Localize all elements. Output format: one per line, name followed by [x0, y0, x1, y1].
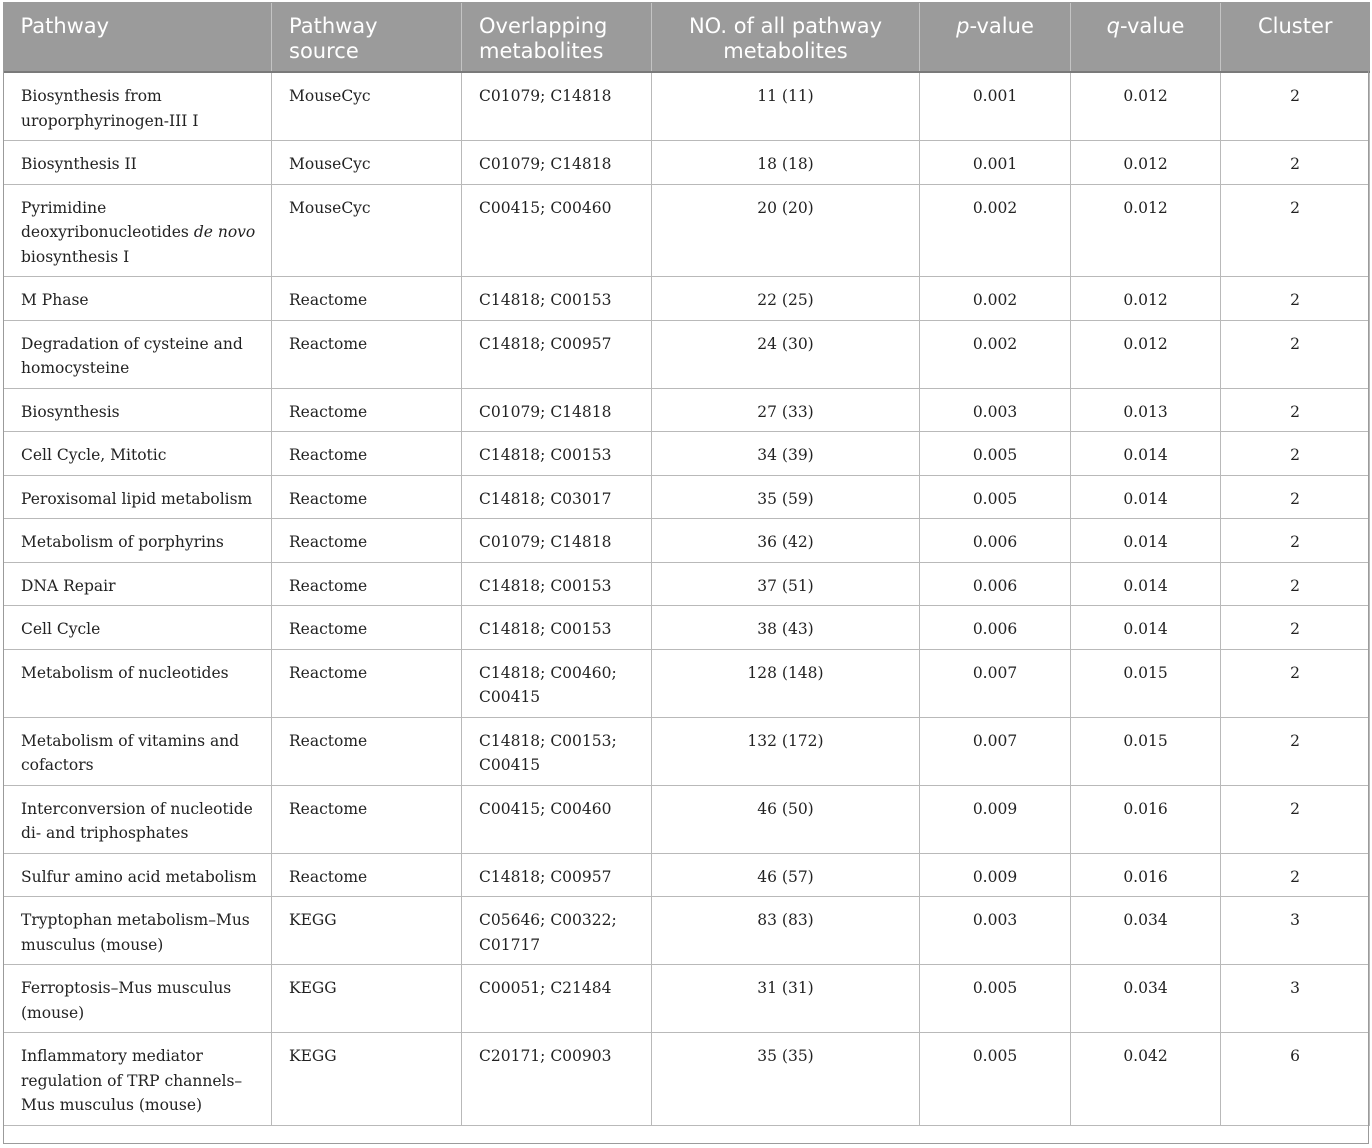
cell-q-value: 0.014 — [1071, 519, 1221, 563]
cell-pathway: Sulfur amino acid metabolism — [4, 853, 272, 897]
cell-cluster: 2 — [1221, 606, 1370, 650]
table-row — [4, 475, 1370, 519]
cell-pathway: Metabolism of vitamins and cofactors — [4, 717, 272, 785]
cell-cluster: 2 — [1221, 72, 1370, 141]
cell-pathway: DNA Repair — [4, 562, 272, 606]
table-row — [4, 562, 1370, 606]
cell-count: 18 (18) — [652, 141, 920, 185]
header-q-suffix: -value — [1119, 14, 1185, 38]
cell-p-value: 0.009 — [920, 785, 1071, 853]
cell-pathway: Biosynthesis II — [4, 141, 272, 185]
table-row — [4, 277, 1370, 321]
cell-pathway: Metabolism of nucleotides — [4, 649, 272, 717]
cell-overlap: C20171; C00903 — [462, 1033, 652, 1126]
cell-q-value: 0.016 — [1071, 785, 1221, 853]
cell-count: 36 (42) — [652, 519, 920, 563]
table-row — [4, 649, 1370, 717]
cell-cluster: 2 — [1221, 141, 1370, 185]
cell-q-value: 0.042 — [1071, 1033, 1221, 1126]
cell-cluster: 2 — [1221, 388, 1370, 432]
cell-pathway-part: Pyrimidine deoxyribonucleotides — [21, 198, 194, 241]
cell-p-value: 0.003 — [920, 388, 1071, 432]
cell-pathway: Metabolism of porphyrins — [4, 519, 272, 563]
cell-pathway: Biosynthesis — [4, 388, 272, 432]
cell-source: Reactome — [272, 562, 462, 606]
header-p-italic: p — [956, 14, 970, 38]
table-row — [4, 72, 1370, 141]
table-row — [4, 853, 1370, 897]
cell-pathway: Inflammatory mediator regulation of TRP channels–Mus musculus (mouse) — [4, 1033, 272, 1126]
cell-p-value: 0.002 — [920, 184, 1071, 277]
cell-q-value: 0.016 — [1071, 853, 1221, 897]
cell-overlap: C14818; C00153; C00415 — [462, 717, 652, 785]
header-q-value — [1071, 2, 1221, 72]
cell-count: 35 (59) — [652, 475, 920, 519]
cell-source: MouseCyc — [272, 184, 462, 277]
cell-overlap: C14818; C00153 — [462, 606, 652, 650]
cell-p-value: 0.009 — [920, 853, 1071, 897]
cell-overlap: C01079; C14818 — [462, 141, 652, 185]
cell-p-value: 0.003 — [920, 897, 1071, 965]
cell-source: Reactome — [272, 853, 462, 897]
pathway-table — [3, 2, 1370, 1126]
cell-overlap: C14818; C00957 — [462, 853, 652, 897]
cell-p-value: 0.002 — [920, 277, 1071, 321]
cell-q-value: 0.014 — [1071, 475, 1221, 519]
table-row — [4, 320, 1370, 388]
cell-source: KEGG — [272, 897, 462, 965]
cell-cluster: 2 — [1221, 320, 1370, 388]
cell-count: 20 (20) — [652, 184, 920, 277]
header-q-italic: q — [1106, 14, 1120, 38]
cell-p-value: 0.001 — [920, 72, 1071, 141]
cell-overlap: C14818; C00460; C00415 — [462, 649, 652, 717]
cell-p-value: 0.007 — [920, 717, 1071, 785]
cell-count: 83 (83) — [652, 897, 920, 965]
cell-pathway: Biosynthesis from uroporphyrinogen-III I — [4, 72, 272, 141]
cell-overlap: C14818; C00153 — [462, 277, 652, 321]
cell-overlap: C00415; C00460 — [462, 785, 652, 853]
cell-count: 34 (39) — [652, 432, 920, 476]
cell-cluster: 2 — [1221, 277, 1370, 321]
table-row — [4, 785, 1370, 853]
cell-cluster: 3 — [1221, 965, 1370, 1033]
cell-cluster: 6 — [1221, 1033, 1370, 1126]
cell-overlap: C00415; C00460 — [462, 184, 652, 277]
table-row — [4, 432, 1370, 476]
cell-cluster: 2 — [1221, 432, 1370, 476]
cell-overlap: C14818; C03017 — [462, 475, 652, 519]
cell-pathway: Ferroptosis–Mus musculus (mouse) — [4, 965, 272, 1033]
cell-pathway: M Phase — [4, 277, 272, 321]
header-cluster: Cluster — [1221, 2, 1370, 72]
cell-pathway: Degradation of cysteine and homocysteine — [4, 320, 272, 388]
cell-q-value: 0.014 — [1071, 562, 1221, 606]
cell-count: 31 (31) — [652, 965, 920, 1033]
table-row — [4, 717, 1370, 785]
cell-overlap: C05646; C00322; C01717 — [462, 897, 652, 965]
cell-source: Reactome — [272, 717, 462, 785]
cell-cluster: 2 — [1221, 717, 1370, 785]
cell-source: Reactome — [272, 649, 462, 717]
cell-pathway — [4, 184, 272, 277]
cell-p-value: 0.005 — [920, 965, 1071, 1033]
table-row — [4, 965, 1370, 1033]
cell-p-value: 0.001 — [920, 141, 1071, 185]
cell-source: Reactome — [272, 277, 462, 321]
header-row — [4, 2, 1370, 72]
cell-q-value: 0.012 — [1071, 277, 1221, 321]
cell-p-value: 0.006 — [920, 606, 1071, 650]
cell-count: 132 (172) — [652, 717, 920, 785]
cell-source: KEGG — [272, 965, 462, 1033]
cell-overlap: C01079; C14818 — [462, 388, 652, 432]
cell-count: 35 (35) — [652, 1033, 920, 1126]
cell-p-value: 0.005 — [920, 475, 1071, 519]
cell-source: Reactome — [272, 785, 462, 853]
cell-overlap: C00051; C21484 — [462, 965, 652, 1033]
cell-cluster: 2 — [1221, 853, 1370, 897]
cell-overlap: C01079; C14818 — [462, 519, 652, 563]
cell-q-value: 0.014 — [1071, 432, 1221, 476]
cell-pathway: Peroxisomal lipid metabolism — [4, 475, 272, 519]
cell-cluster: 2 — [1221, 562, 1370, 606]
cell-source: Reactome — [272, 606, 462, 650]
cell-count: 128 (148) — [652, 649, 920, 717]
cell-source: MouseCyc — [272, 72, 462, 141]
cell-count: 37 (51) — [652, 562, 920, 606]
cell-overlap: C14818; C00957 — [462, 320, 652, 388]
cell-p-value: 0.007 — [920, 649, 1071, 717]
cell-source: Reactome — [272, 432, 462, 476]
table-row — [4, 519, 1370, 563]
cell-q-value: 0.013 — [1071, 388, 1221, 432]
cell-q-value: 0.012 — [1071, 320, 1221, 388]
header-p-suffix: -value — [969, 14, 1034, 38]
cell-p-value: 0.005 — [920, 1033, 1071, 1126]
cell-cluster: 2 — [1221, 649, 1370, 717]
cell-overlap: C14818; C00153 — [462, 432, 652, 476]
table-row — [4, 141, 1370, 185]
cell-pathway: Cell Cycle, Mitotic — [4, 432, 272, 476]
cell-cluster: 2 — [1221, 519, 1370, 563]
cell-source: Reactome — [272, 320, 462, 388]
cell-q-value: 0.034 — [1071, 965, 1221, 1033]
cell-q-value: 0.034 — [1071, 897, 1221, 965]
cell-cluster: 2 — [1221, 475, 1370, 519]
cell-q-value: 0.012 — [1071, 184, 1221, 277]
header-pathway: Pathway — [4, 2, 272, 72]
cell-q-value: 0.012 — [1071, 141, 1221, 185]
cell-q-value: 0.015 — [1071, 717, 1221, 785]
header-p-value — [920, 2, 1071, 72]
cell-pathway: Tryptophan metabolism–Mus musculus (mouse) — [4, 897, 272, 965]
cell-p-value: 0.006 — [920, 519, 1071, 563]
cell-count: 46 (57) — [652, 853, 920, 897]
cell-pathway: Cell Cycle — [4, 606, 272, 650]
cell-source: Reactome — [272, 519, 462, 563]
cell-count: 27 (33) — [652, 388, 920, 432]
header-pathway-source: Pathway source — [272, 2, 462, 72]
table-row — [4, 606, 1370, 650]
cell-overlap: C01079; C14818 — [462, 72, 652, 141]
cell-source: Reactome — [272, 475, 462, 519]
cell-q-value: 0.014 — [1071, 606, 1221, 650]
cell-source: KEGG — [272, 1033, 462, 1126]
cell-count: 24 (30) — [652, 320, 920, 388]
cell-count: 38 (43) — [652, 606, 920, 650]
cell-source: Reactome — [272, 388, 462, 432]
cell-p-value: 0.006 — [920, 562, 1071, 606]
header-metabolite-count: NO. of all pathway metabolites — [652, 2, 920, 72]
cell-cluster: 3 — [1221, 897, 1370, 965]
table-row — [4, 184, 1370, 277]
cell-p-value: 0.005 — [920, 432, 1071, 476]
table-row — [4, 388, 1370, 432]
table-row — [4, 1033, 1370, 1126]
cell-pathway-part: biosynthesis I — [21, 247, 130, 266]
cell-q-value: 0.012 — [1071, 72, 1221, 141]
cell-pathway: Interconversion of nucleotide di- and triphosphates — [4, 785, 272, 853]
cell-count: 46 (50) — [652, 785, 920, 853]
cell-p-value: 0.002 — [920, 320, 1071, 388]
table-row — [4, 897, 1370, 965]
cell-cluster: 2 — [1221, 785, 1370, 853]
cell-count: 11 (11) — [652, 72, 920, 141]
cell-overlap: C14818; C00153 — [462, 562, 652, 606]
cell-cluster: 2 — [1221, 184, 1370, 277]
header-overlapping-metabolites: Overlapping metabolites — [462, 2, 652, 72]
cell-q-value: 0.015 — [1071, 649, 1221, 717]
cell-source: MouseCyc — [272, 141, 462, 185]
cell-count: 22 (25) — [652, 277, 920, 321]
cell-pathway-italic: de novo — [193, 223, 256, 241]
